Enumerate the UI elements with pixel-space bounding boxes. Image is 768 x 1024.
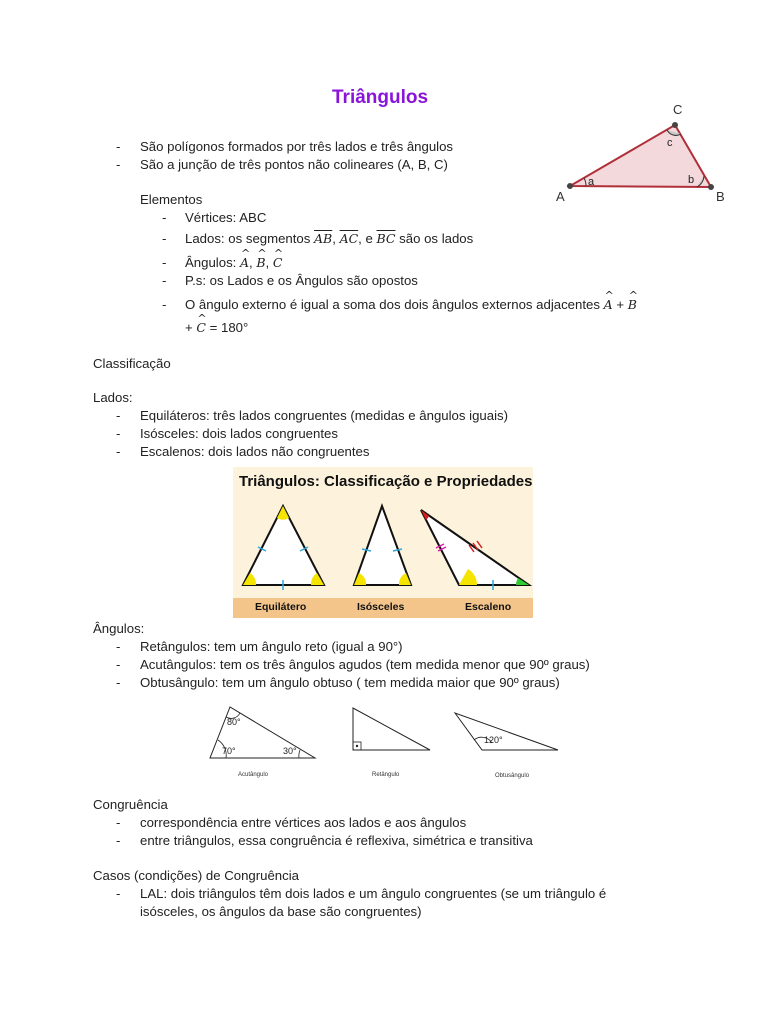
bullet-dash: - (162, 297, 167, 312)
angles-item-1: Retângulos: tem um ângulo reto (igual a 90°) (140, 639, 403, 654)
page-title: Triângulos (332, 87, 429, 108)
caption-acute: Acutângulo (238, 772, 269, 778)
angle-c-symbol: ^ C (273, 254, 283, 272)
bullet-dash: - (116, 139, 121, 154)
external-angle-a: ^ A (604, 296, 613, 314)
figure-title: Triângulos: Classificação e Propriedades (239, 473, 533, 490)
segment-bc: $\overline{BC}$ (376, 231, 396, 246)
vertex-c-dot (672, 122, 678, 128)
sides-and: , e (358, 231, 373, 246)
classification-figure (233, 467, 533, 618)
segment-ab: $\overline{AB}$ (314, 231, 333, 246)
obtuse-triangle (455, 713, 558, 750)
bullet-dash: - (116, 886, 121, 901)
caption-obtuse: Obtusângulo (495, 773, 530, 779)
sides-prefix: Lados: os segmentos (185, 231, 311, 246)
bullet-dash: - (162, 255, 167, 270)
elements-heading: Elementos (140, 192, 203, 207)
elements-vertices: Vértices: ABC (185, 210, 267, 225)
external-result: = 180° (209, 320, 249, 335)
intro-item-2: São a junção de três pontos não colineares (A, B, C) (140, 157, 448, 172)
segment-ac: $\overline{AC}$ (339, 231, 359, 246)
elements-external-line2 (185, 319, 248, 337)
elements-external-line1 (185, 296, 637, 314)
caption-equilateral: Equilátero (255, 601, 307, 613)
angle-c-label: c (667, 137, 673, 149)
angle-types-figure (200, 698, 570, 784)
vertex-b-dot (708, 184, 714, 190)
angle-30-label: 30° (283, 746, 297, 756)
bullet-dash: - (162, 231, 167, 246)
caption-right: Retângulo (372, 772, 400, 778)
external-plus-2: + (185, 320, 193, 335)
angles-item-3: Obtusângulo: tem um ângulo obtuso ( tem medida maior que 90º graus) (140, 675, 560, 690)
external-plus: + (616, 297, 625, 312)
angles-heading: Ângulos: (93, 621, 145, 636)
classification-triangles (233, 467, 533, 618)
elements-ps: P.s: os Lados e os Ângulos são opostos (185, 273, 418, 288)
isosceles-triangle (354, 506, 411, 585)
bullet-dash: - (116, 675, 121, 690)
vertex-c-label: C (673, 102, 683, 117)
angle-b-label: b (688, 174, 695, 186)
angle-a-label: a (588, 176, 595, 188)
bullet-dash: - (116, 639, 121, 654)
external-angle-b: ^ B (628, 296, 637, 314)
caption-scalene: Escaleno (465, 601, 512, 613)
elements-angles: Ângulos: ^ A, ^ B, ^ C (185, 254, 282, 272)
bullet-dash: - (116, 657, 121, 672)
angle-a-symbol: ^ A (240, 254, 249, 272)
bullet-dash: - (162, 273, 167, 288)
vertex-a-dot (567, 183, 573, 189)
bullet-dash: - (116, 444, 121, 459)
bullet-dash: - (116, 815, 121, 830)
sides-heading: Lados: (93, 390, 133, 405)
external-angle-c: ^ C (196, 319, 206, 337)
angles-item-2: Acutângulos: tem os três ângulos agudos (tem medida menor que 90º graus) (140, 657, 590, 672)
classification-heading: Classificação (93, 356, 171, 371)
caption-isosceles: Isósceles (357, 601, 405, 613)
vertex-a-label: A (556, 189, 565, 204)
vertex-b-label: B (716, 189, 725, 204)
angle-b-symbol: ^ B (256, 254, 265, 272)
cases-lal-line2: isósceles, os ângulos da base são congruentes) (140, 904, 422, 919)
congruence-item-1: correspondência entre vértices aos lados e aos ângulos (140, 815, 467, 830)
elements-sides: Lados: os segmentos $\overline{AB}$, $\overline{AC}$, e $\overline{BC}$ são os lados (185, 231, 474, 246)
sides-suffix: são os lados (399, 231, 474, 246)
intro-item-1: São polígonos formados por três lados e três ângulos (140, 139, 454, 154)
angle-120-label: 120° (484, 735, 503, 745)
bullet-dash: - (162, 210, 167, 225)
scalene-angle-right (516, 578, 529, 585)
bullet-dash: - (116, 833, 121, 848)
triangle-abc-diagram (550, 98, 730, 208)
congruence-heading: Congruência (93, 797, 168, 812)
cases-lal-line1: LAL: dois triângulos têm dois lados e um ângulo congruentes (se um triângulo é (140, 886, 607, 901)
sides-item-3: Escalenos: dois lados não congruentes (140, 444, 370, 459)
angle-80-label: 80° (227, 717, 241, 727)
sides-item-1: Equiláteros: três lados congruentes (medidas e ângulos iguais) (140, 408, 508, 423)
sides-item-2: Isósceles: dois lados congruentes (140, 426, 338, 441)
bullet-dash: - (116, 408, 121, 423)
cases-heading: Casos (condições) de Congruência (93, 868, 299, 883)
right-triangle (353, 708, 430, 750)
angles-prefix: Ângulos: (185, 255, 237, 270)
external-text: O ângulo externo é igual a soma dos dois ângulos externos adjacentes (185, 297, 600, 312)
bullet-dash: - (116, 426, 121, 441)
bullet-dash: - (116, 157, 121, 172)
congruence-item-2: entre triângulos, essa congruência é reflexiva, simétrica e transitiva (140, 833, 533, 848)
angle-70-label: 70° (222, 746, 236, 756)
